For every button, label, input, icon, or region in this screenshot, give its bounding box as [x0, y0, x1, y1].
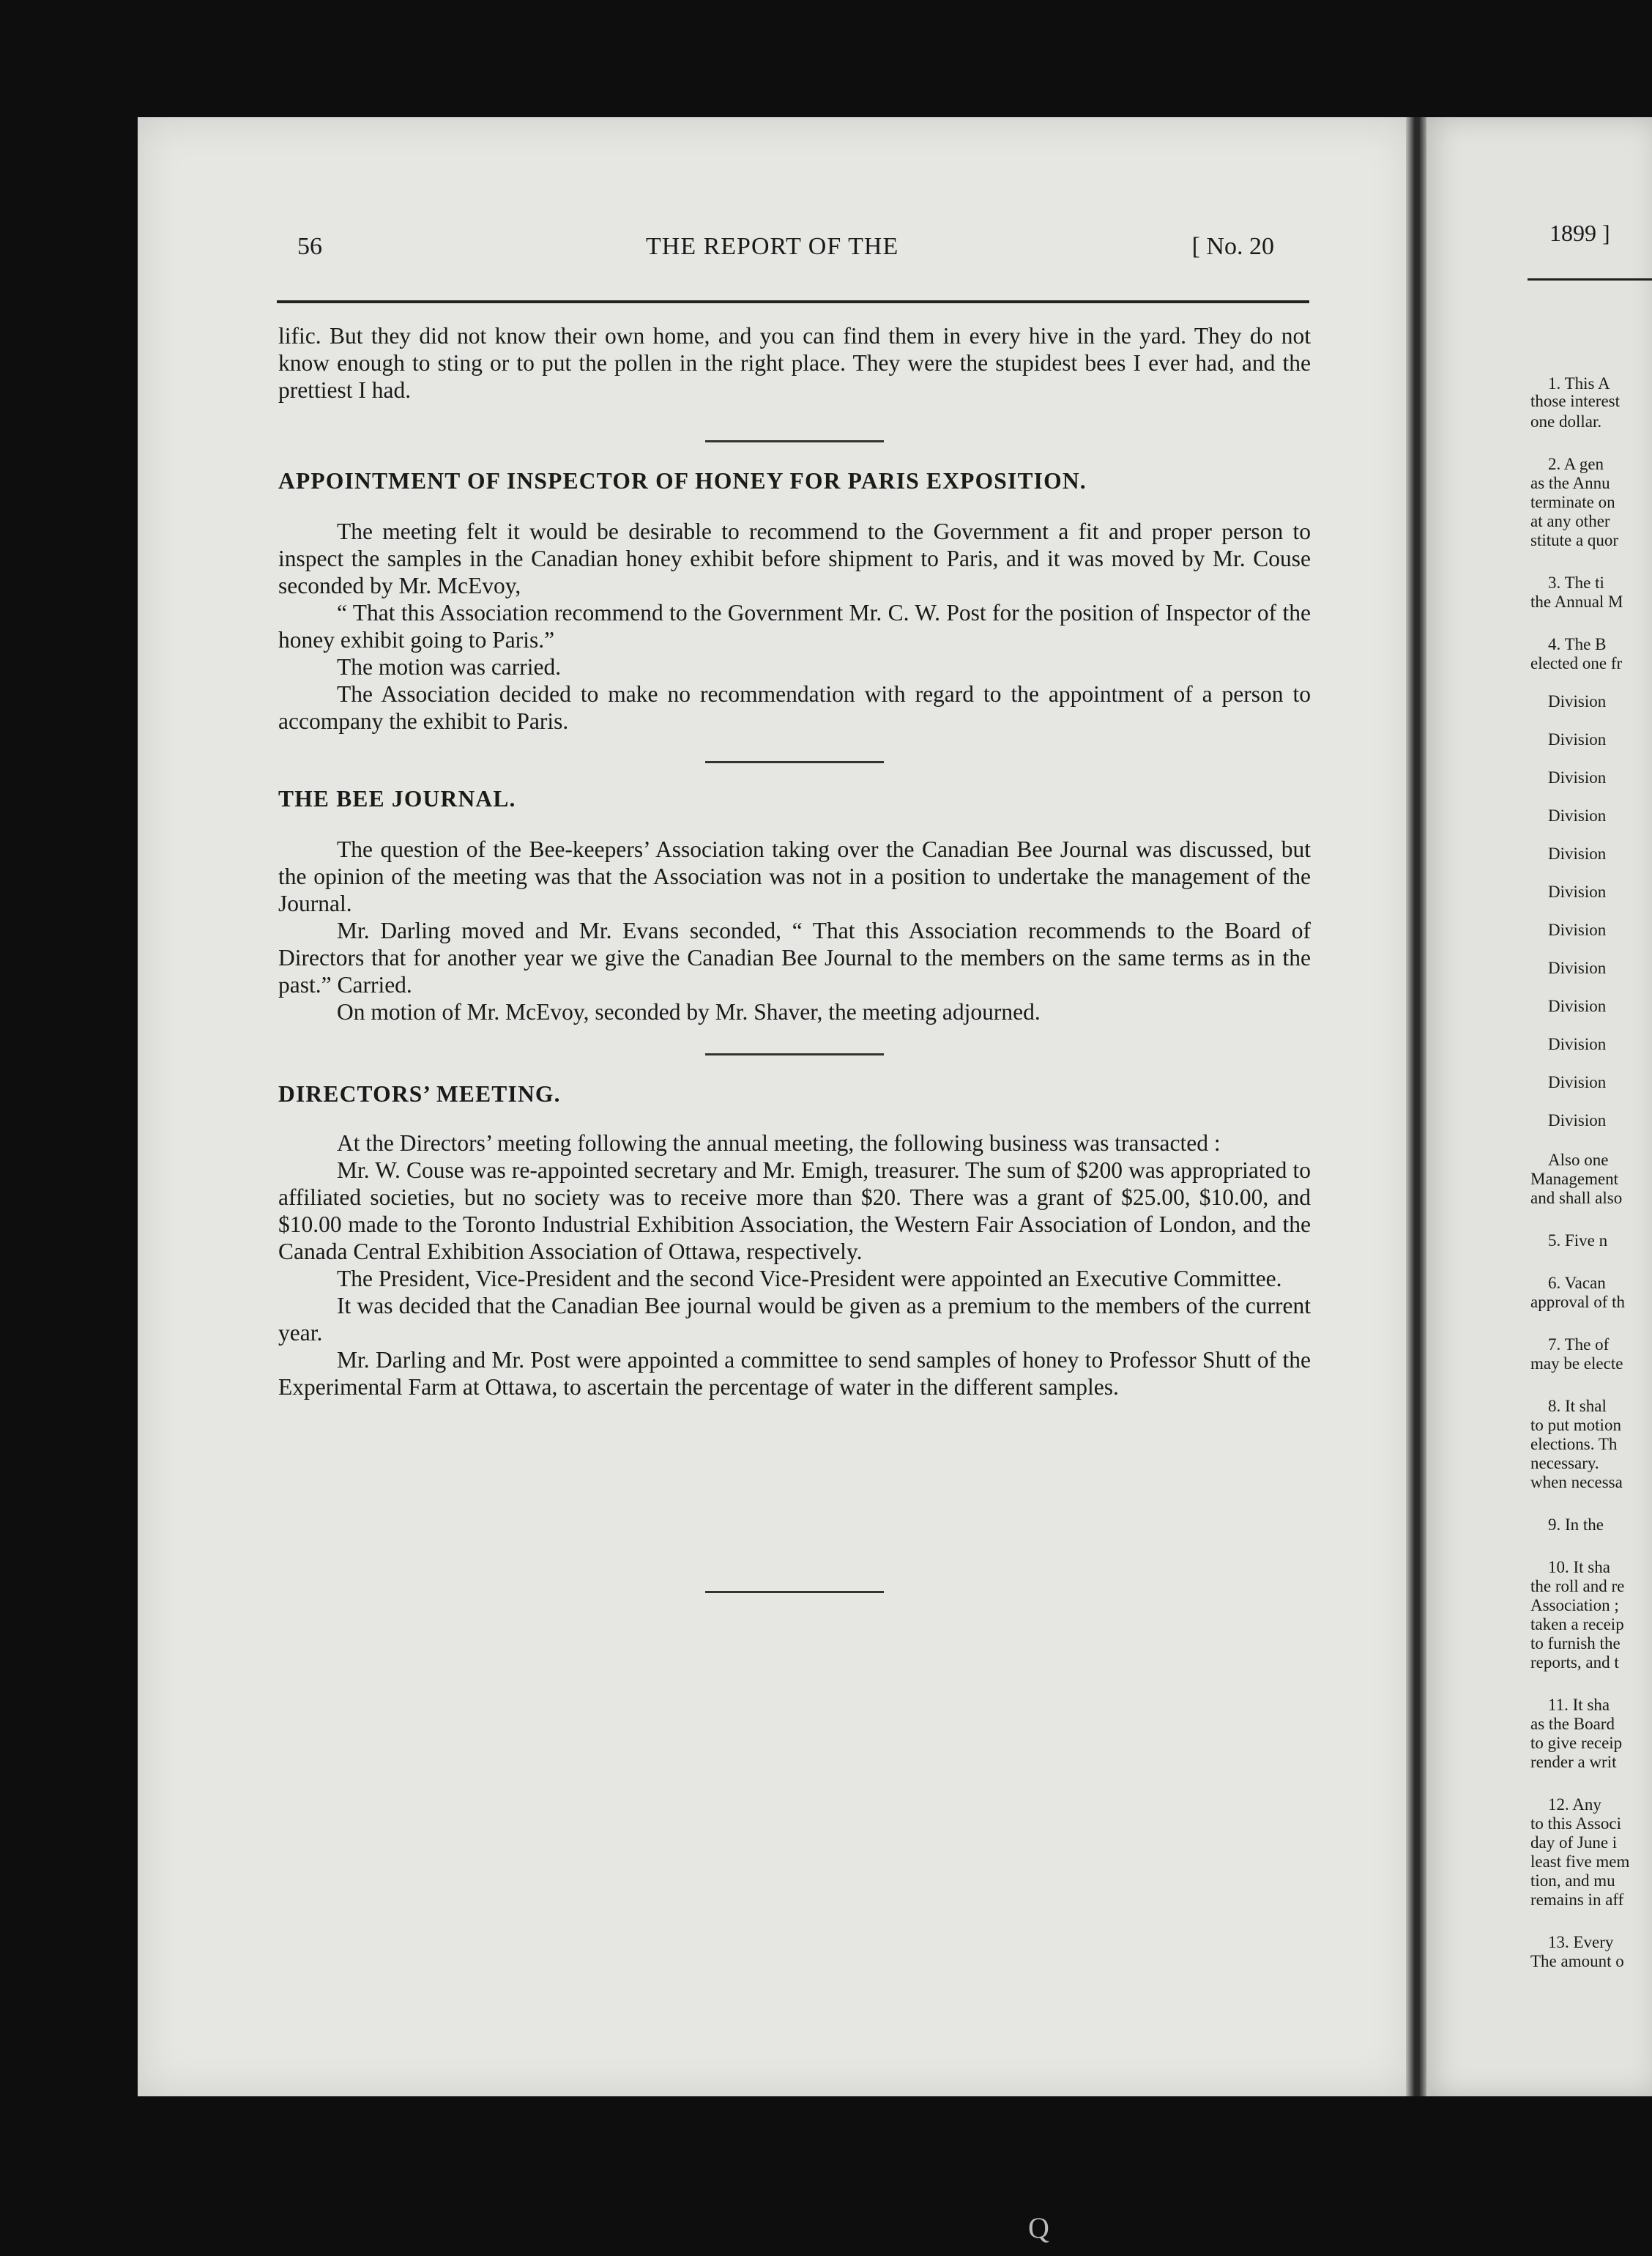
right-page-line: The amount o [1530, 1952, 1624, 1970]
right-page-line: tion, and mu [1530, 1871, 1615, 1890]
right-page-line: Division [1548, 921, 1607, 939]
section-separator [705, 761, 884, 763]
right-page-line: 13. Every [1548, 1933, 1614, 1951]
running-title: THE REPORT OF THE [646, 233, 899, 260]
right-page-line: 4. The B [1548, 635, 1607, 653]
book-gutter [1406, 117, 1428, 2096]
right-page-line: may be electe [1530, 1354, 1623, 1373]
right-page-line: render a writ [1530, 1753, 1617, 1771]
page-body [278, 322, 1311, 1593]
right-page-line: 6. Vacan [1548, 1274, 1606, 1292]
right-page-line: least five mem [1530, 1852, 1630, 1871]
directors-paragraph-4: It was decided that the Canadian Bee journal would be given as a premium to the members of the current year. [278, 1293, 1311, 1346]
right-page-line: to this Associ [1530, 1814, 1621, 1833]
right-page-line: Division [1548, 806, 1607, 825]
right-page-line: Division [1548, 883, 1607, 901]
right-page-line: the roll and re [1530, 1577, 1625, 1595]
section-separator [705, 1053, 884, 1055]
section-separator [705, 440, 884, 442]
right-page-line: Division [1548, 997, 1607, 1015]
journal-paragraph-1: The question of the Bee-keepers’ Association taking over the Canadian Bee Journal was discussed, but the opinion of the meeting was that the Association was not in a position to undertake the management of the Journal. [278, 836, 1311, 916]
right-page-line: 2. A gen [1548, 455, 1604, 473]
end-separator [705, 1591, 884, 1593]
inspector-motion-carried: The motion was carried. [337, 654, 562, 680]
right-page-line: 9. In the [1548, 1515, 1604, 1534]
right-page-line: Division [1548, 1035, 1607, 1053]
right-page-line: terminate on [1530, 493, 1615, 511]
right-page-line: Division [1548, 1111, 1607, 1129]
inspector-motion-quote: “ That this Association recommend to the Government Mr. C. W. Post for the position of Inspector of the honey exhibit going to Paris.” [278, 600, 1311, 653]
right-page-line: 12. Any [1548, 1795, 1601, 1814]
right-page-line: 11. It sha [1548, 1696, 1610, 1714]
right-page-line: 10. It sha [1548, 1558, 1610, 1576]
right-page-line: 8. It shal [1548, 1397, 1607, 1415]
right-page-line: necessary. [1530, 1454, 1599, 1472]
right-page-line: those interest [1530, 392, 1620, 410]
right-page-line: Management [1530, 1170, 1619, 1188]
page-number: 56 [297, 233, 322, 260]
right-page-line: day of June i [1530, 1833, 1618, 1852]
inspector-paragraph-1: The meeting felt it would be desirable to recommend to the Government a fit and proper person to inspect the samples in the Canadian honey exhibit before shipment to Paris, and it was moved by Mr. Couse seconded by Mr. McEvoy, [278, 519, 1311, 598]
right-page-line: Division [1548, 768, 1607, 787]
right-page-line: Division [1548, 692, 1607, 710]
directors-paragraph-1: At the Directors’ meeting following the annual meeting, the following business was transacted : [337, 1130, 1221, 1156]
right-page-year: 1899 ] [1549, 220, 1610, 246]
right-page-line: elected one fr [1530, 654, 1623, 672]
directors-paragraph-5: Mr. Darling and Mr. Post were appointed a committee to send samples of honey to Professor Shutt of the Experimental Farm at Ottawa, to ascertain the percentage of water in the different samples. [278, 1347, 1311, 1400]
bottom-mark: Q [1028, 2211, 1049, 2244]
right-page-line: Division [1548, 1073, 1607, 1091]
opening-paragraph: lific. But they did not know their own home, and you can find them in every hive in the yard. They do not know enough to sting or to put the pollen in the right place. They were the stupidest bees I ever had, and the prettiest I had. [278, 323, 1311, 403]
right-page-line: Division [1548, 730, 1607, 749]
heading-inspector: APPOINTMENT OF INSPECTOR OF HONEY FOR PARIS EXPOSITION. [278, 468, 1087, 494]
right-page-line: 7. The of [1548, 1335, 1610, 1354]
right-page-line: at any other [1530, 512, 1610, 530]
right-page-line: 1. This A [1548, 374, 1610, 393]
right-page-line: Also one [1548, 1151, 1609, 1169]
right-page-line: 3. The ti [1548, 574, 1604, 592]
header-rule [277, 300, 1309, 303]
right-page-line: and shall also [1530, 1189, 1623, 1207]
right-page-line: 5. Five n [1548, 1231, 1608, 1250]
right-page-line: elections. Th [1530, 1435, 1618, 1453]
right-page-line: Association ; [1530, 1596, 1619, 1614]
right-page-line: to give receip [1530, 1734, 1623, 1752]
directors-paragraph-2: Mr. W. Couse was re-appointed secretary and Mr. Emigh, treasurer. The sum of $200 was appropriated to affiliated societies, but no society was to receive more than $20. There was a grant of $25.00, $10.00, and $10.00 made to the Toronto Industrial Exhibition Association, the Western Fair Association of London, and the Canada Central Exhibition Association of Ottawa, respectively. [278, 1157, 1311, 1264]
right-page-line: as the Annu [1530, 474, 1610, 492]
right-page-line: when necessa [1530, 1473, 1623, 1491]
right-page-line: to furnish the [1530, 1634, 1621, 1652]
directors-paragraph-3: The President, Vice-President and the second Vice-President were appointed an Executive Committee. [337, 1266, 1282, 1291]
right-page-line: Division [1548, 959, 1607, 977]
right-page-line: the Annual M [1530, 593, 1623, 611]
page-header [297, 233, 1274, 270]
right-page-line: Division [1548, 845, 1607, 863]
right-page-line: taken a receip [1530, 1615, 1624, 1633]
journal-motion: Mr. Darling moved and Mr. Evans seconded, “ That this Association recommends to the Board of Directors that for another year we give the Canadian Bee Journal to the members on the same terms as in the past.” Carried. [278, 918, 1311, 998]
right-page-line: remains in aff [1530, 1890, 1624, 1909]
right-page-line: stitute a quor [1530, 531, 1619, 549]
heading-bee-journal: THE BEE JOURNAL. [278, 786, 516, 812]
right-page-line: to put motion [1530, 1416, 1621, 1434]
right-page-line: reports, and t [1530, 1653, 1619, 1671]
right-page-line: as the Board [1530, 1715, 1615, 1733]
right-page-rule [1528, 278, 1652, 281]
inspector-paragraph-4: The Association decided to make no recommendation with regard to the appointment of a person to accompany the exhibit to Paris. [278, 681, 1311, 734]
report-number: [ No. 20 [1191, 233, 1274, 260]
journal-adjourned: On motion of Mr. McEvoy, seconded by Mr. Shaver, the meeting adjourned. [337, 999, 1041, 1025]
heading-directors-meeting: DIRECTORS’ MEETING. [278, 1081, 561, 1107]
right-page-line: approval of th [1530, 1293, 1626, 1311]
right-page-line: one dollar. [1530, 412, 1602, 431]
